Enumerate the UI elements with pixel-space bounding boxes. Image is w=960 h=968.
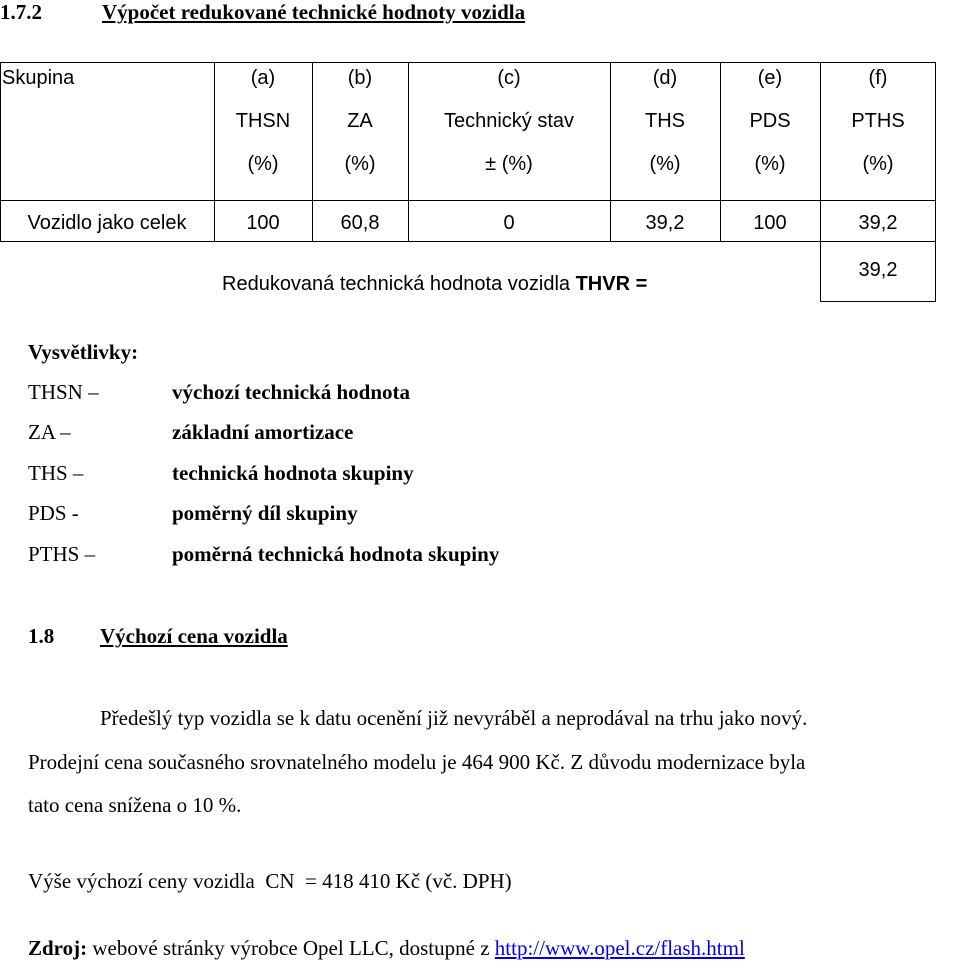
legend-title: Vysvětlivky:	[28, 340, 139, 364]
col-f-abbr: PTHS	[851, 110, 905, 132]
reduced-symbol: THVR =	[575, 273, 648, 295]
col-c-abbr: Technický stav	[443, 110, 575, 132]
col-e-abbr: PDS	[749, 110, 791, 132]
source-link[interactable]: http://www.opel.cz/flash.html	[494, 936, 745, 960]
reduced-label: Redukovaná technická hodnota vozidla	[222, 273, 571, 295]
legend-desc-ths: technická hodnota skupiny	[172, 461, 414, 485]
legend-abbr-pds: PDS -	[28, 501, 79, 525]
col-d-letter: (d)	[652, 67, 678, 89]
section-number: 1.7.2	[0, 0, 42, 24]
row-value-a: 100	[246, 212, 280, 234]
col-e-unit: (%)	[754, 153, 786, 175]
col-a-unit: (%)	[247, 153, 279, 175]
price-label: Výše výchozí ceny vozidla	[28, 869, 255, 893]
price-value: = 418 410 Kč (vč. DPH)	[305, 869, 512, 893]
reduced-label-line	[222, 272, 647, 296]
paragraph-line-2: Prodejní cena současného srovnatelného modelu je 464 900 Kč. Z důvodu modernizace byla	[28, 750, 806, 774]
row-value-e: 100	[753, 212, 787, 234]
source-line	[28, 936, 745, 961]
col-b-unit: (%)	[344, 153, 376, 175]
price-line	[28, 869, 512, 894]
legend-desc-thsn: výchozí technická hodnota	[172, 380, 411, 404]
section-heading	[0, 0, 525, 25]
col-a-letter: (a)	[250, 67, 276, 89]
legend-abbr-pths: PTHS –	[28, 542, 96, 566]
subsection-number: 1.8	[28, 624, 55, 648]
price-symbol: CN	[265, 869, 295, 893]
legend-abbr-thsn: THSN –	[28, 380, 99, 404]
subsection-title: Výchozí cena vozidla	[100, 624, 288, 648]
legend-desc-za: základní amortizace	[172, 420, 354, 444]
reduced-value: 39,2	[858, 259, 898, 281]
legend-desc-pths: poměrná technická hodnota skupiny	[172, 542, 500, 566]
row-value-f: 39,2	[858, 212, 898, 234]
col-d-abbr: THS	[645, 110, 685, 132]
col-c-letter: (c)	[497, 67, 521, 89]
group-label: Skupina	[2, 67, 75, 89]
legend-abbr-za: ZA –	[28, 420, 71, 444]
section-title: Výpočet redukované technické hodnoty vozidla	[102, 0, 526, 24]
row-value-c: 0	[503, 212, 515, 234]
col-b-abbr: ZA	[347, 110, 373, 132]
source-label: Zdroj:	[28, 936, 88, 960]
paragraph-line-3: tato cena snížena o 10 %.	[28, 793, 242, 817]
source-text: webové stránky výrobce Opel LLC, dostupné z	[92, 936, 490, 960]
col-f-unit: (%)	[862, 153, 894, 175]
col-a-abbr: THSN	[235, 110, 291, 132]
row-label: Vozidlo jako celek	[27, 212, 187, 234]
paragraph-line-1: Předešlý typ vozidla se k datu ocenění již nevyráběl a neprodával na trhu jako nový.	[100, 706, 808, 730]
row-value-d: 39,2	[645, 212, 685, 234]
col-f-letter: (f)	[868, 67, 888, 89]
subsection-heading	[28, 624, 288, 649]
col-e-letter: (e)	[757, 67, 783, 89]
col-d-unit: (%)	[649, 153, 681, 175]
col-c-unit: ± (%)	[485, 153, 533, 175]
row-value-b: 60,8	[340, 212, 380, 234]
col-b-letter: (b)	[347, 67, 373, 89]
legend-abbr-ths: THS –	[28, 461, 84, 485]
legend-desc-pds: poměrný díl skupiny	[172, 501, 358, 525]
